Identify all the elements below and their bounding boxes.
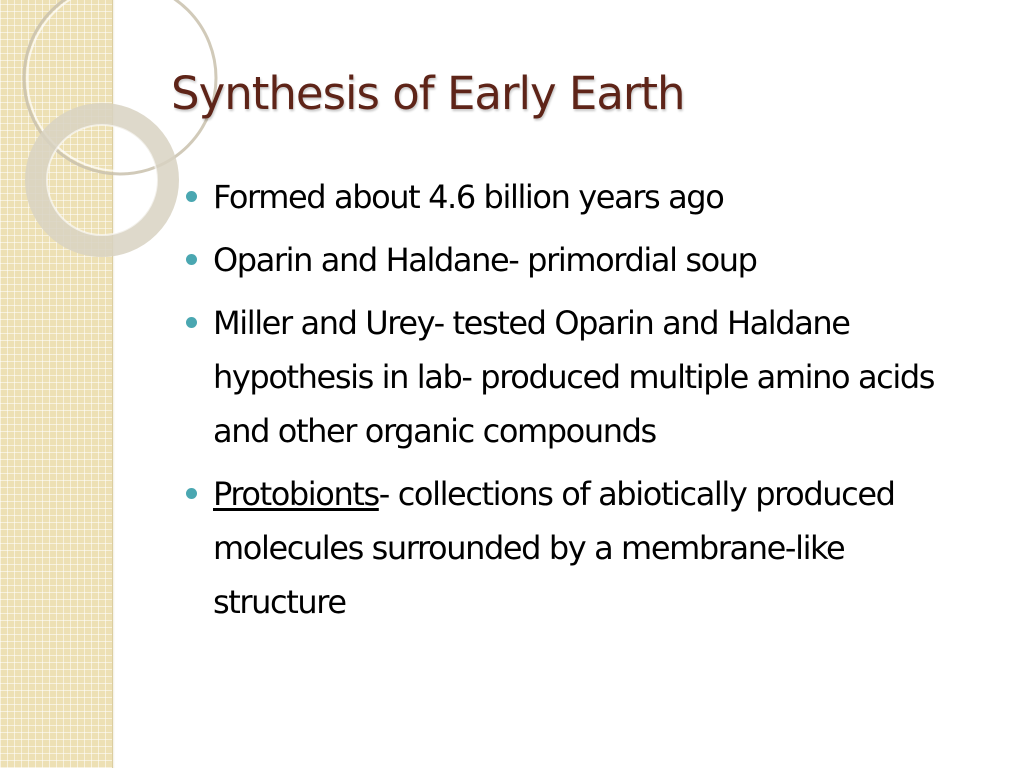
bullet-term: Protobionts [213, 475, 379, 513]
bullet-marker-icon [186, 191, 197, 202]
bullet-list [186, 170, 956, 638]
slide-title: Synthesis of Early Earth [171, 67, 685, 120]
bullet-text: Oparin and Haldane- primordial soup [213, 241, 757, 279]
bullet-item [186, 170, 956, 224]
bullet-text: - collections of abiotically produced molecules surrounded by a membrane-like structure [213, 475, 895, 621]
bullet-marker-icon [186, 488, 197, 499]
decorative-rings-icon [0, 0, 200, 300]
bullet-item [186, 467, 956, 629]
bullet-item [186, 233, 956, 287]
bullet-item [186, 296, 956, 458]
lower-ring-inner [47, 125, 157, 235]
bullet-text: Formed about 4.6 billion years ago [213, 178, 724, 216]
bullet-marker-icon [186, 317, 197, 328]
bullet-text: Miller and Urey- tested Oparin and Haldane hypothesis in lab- produced multiple amino acids and other organic compounds [213, 304, 935, 450]
lower-ring [36, 114, 168, 246]
bullet-marker-icon [186, 254, 197, 265]
